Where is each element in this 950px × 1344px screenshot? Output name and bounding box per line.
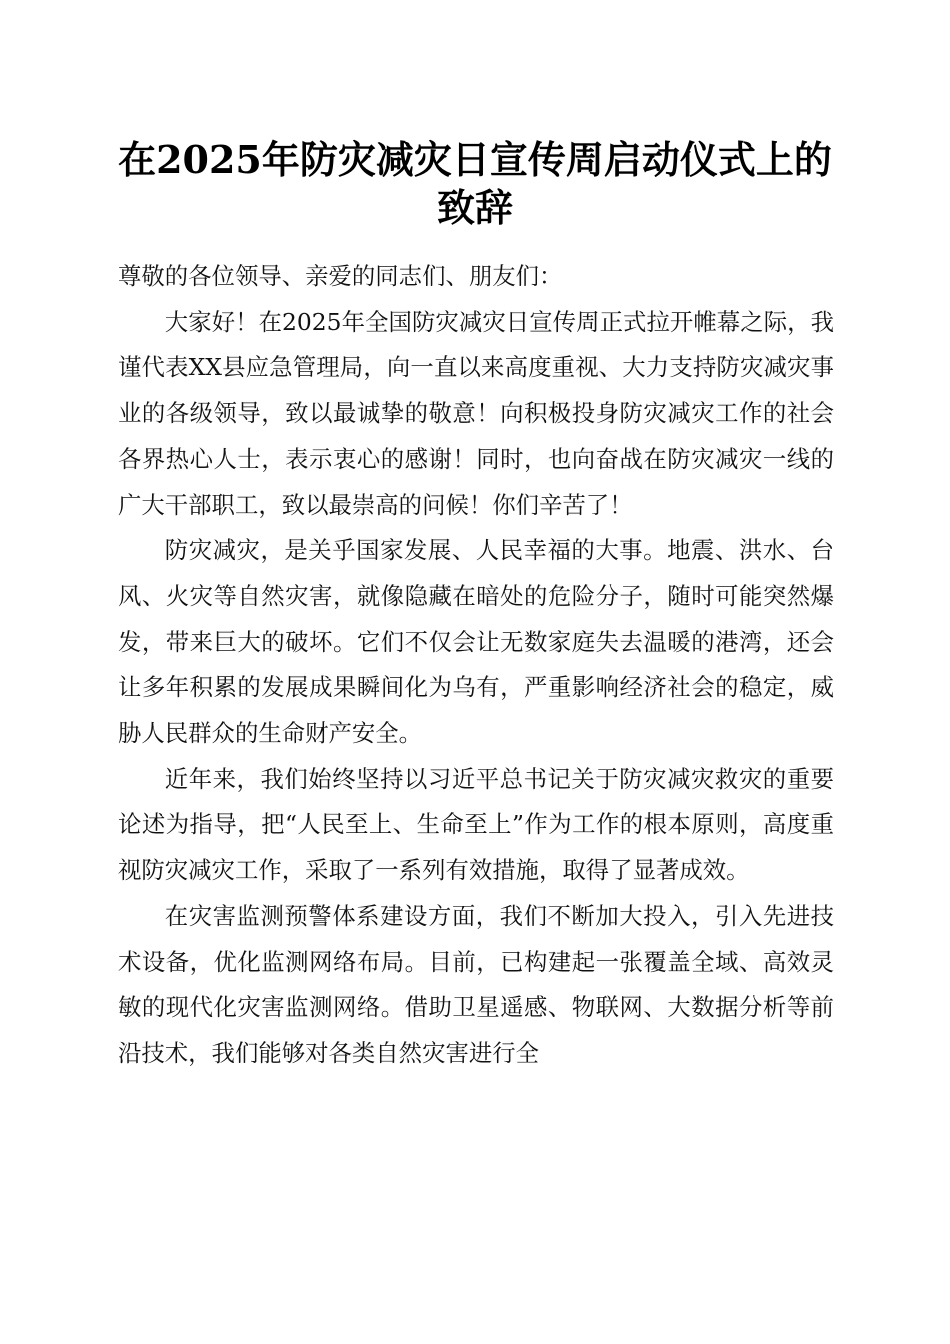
document-title: 在2025年防灾减灾日宣传周启动仪式上的致辞 <box>118 137 832 230</box>
document-body <box>118 254 834 1077</box>
salutation: 尊敬的各位领导、亲爱的同志们、朋友们： <box>118 262 563 290</box>
paragraph-4: 在灾害监测预警体系建设方面，我们不断加大投入，引入先进技术设备，优化监测网络布局。目前，已构建起一张覆盖全域、高效灵敏的现代化灾害监测网络。借助卫星遥感、物联网、大数据分析等前沿技术，我们能够对各类自然灾害进行全 <box>118 901 834 1067</box>
paragraph-1: 大家好！在2025年全国防灾减灾日宣传周正式拉开帷幕之际，我谨代表XX县应急管理局，向一直以来高度重视、大力支持防灾减灾事业的各级领导，致以最诚挚的敬意！向积极投身防灾减灾工作的社会各界热心人士，表示衷心的感谢！同时，也向奋战在防灾减灾一线的广大干部职工，致以最崇高的问候！你们辛苦了！ <box>118 307 834 519</box>
paragraph-3: 近年来，我们始终坚持以习近平总书记关于防灾减灾救灾的重要论述为指导，把“人民至上、生命至上”作为工作的根本原则，高度重视防灾减灾工作，采取了一系列有效措施，取得了显著成效。 <box>118 764 834 885</box>
paragraph-2: 防灾减灾，是关乎国家发展、人民幸福的大事。地震、洪水、台风、火灾等自然灾害，就像隐藏在暗处的危险分子，随时可能突然爆发，带来巨大的破坏。它们不仅会让无数家庭失去温暖的港湾，还会让多年积累的发展成果瞬间化为乌有，严重影响经济社会的稳定，威胁人民群众的生命财产安全。 <box>118 536 834 748</box>
